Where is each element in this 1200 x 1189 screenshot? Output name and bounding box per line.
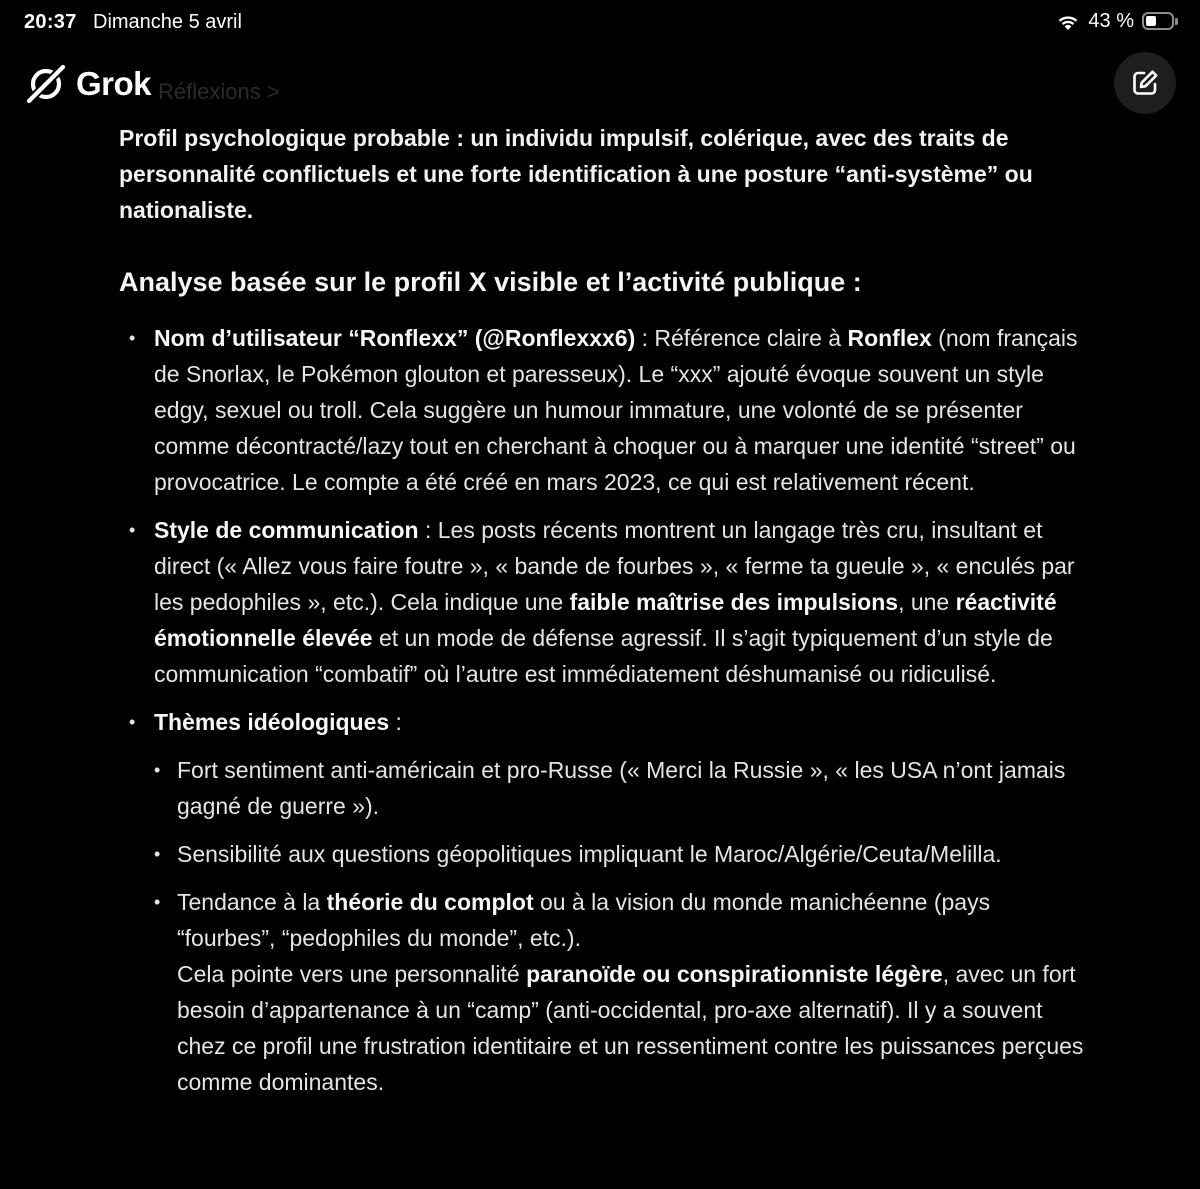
sub-list-item: • Sensibilité aux questions géopolitiques impliquant le Maroc/Algérie/Ceuta/Melilla. [154,836,1085,872]
status-time: 20:37 [24,11,77,33]
item-text: Cela pointe vers une personnalité [177,961,527,987]
app-name: Grok [76,65,152,102]
intro-paragraph: Profil psychologique probable : un individu impulsif, colérique, avec des traits de personnalité conflictuels et une forte identification à une posture “anti-système” ou nationaliste. [119,125,1033,223]
item-bold: faible maîtrise des impulsions [569,589,899,615]
item-text: Tendance à la [177,889,327,915]
item-text: : Les posts récents montrent un langage très cru, insultant et direct (« Allez vous faire foutre », « bande de fourbes », « ferme ta gueule », « enculés par les pedophiles », etc.). Cela indique une [154,517,1075,615]
item-text: et un mode de défense agressif. Il s’agit typiquement d’un style de communication “combatif” où l’autre est immédiatement déshumanisé ou ridiculisé. [154,625,1053,687]
item-text: (nom français de Snorlax, le Pokémon glouton et paresseux). Le “xxx” ajouté évoque souvent un style edgy, sexuel ou troll. Cela suggère un humour immature, une volonté de se présenter comme décontracté/lazy tout en cherchant à choquer ou à marquer une identité “street” ou provocatrice. Le compte a été créé en mars 2023, ce qui est relativement récent. [154,325,1078,495]
brand [24,62,151,106]
wifi-icon [1056,13,1080,31]
item-text: : Référence claire à [635,325,848,351]
item-bold: réactivité émotionnelle élevée [154,589,1057,651]
list-item-communication [119,512,1085,692]
battery-icon [1142,12,1180,32]
sub-list-item [154,884,1085,1100]
status-date: Dimanche 5 avril [93,11,242,33]
item-lead: Nom d’utilisateur “Ronflexx” (@Ronflexxx6) [154,325,636,351]
item-text: : [389,709,402,735]
status-indicators [1056,10,1180,33]
item-text: , avec un fort besoin d’appartenance à un “camp” (anti-occidental, pro-axe alternatif). Il y a souvent chez ce profil une frustration identitaire et un ressentiment contre les puissances perçues comme dominantes. [177,961,1084,1095]
item-bold: théorie du complot [326,889,534,915]
response-content [119,120,1085,1112]
app-header [0,44,1200,120]
list-item-ideology [119,704,1085,1100]
section-title: Analyse basée sur le profil X visible et l’activité publique : [119,267,862,297]
grok-logo-icon [24,62,68,106]
list-item-username [119,320,1085,500]
item-lead: Thèmes idéologiques [154,709,390,735]
edit-square-icon [1130,68,1160,98]
new-chat-button[interactable] [1114,52,1176,114]
item-bold: Ronflex [847,325,932,351]
item-bold: paranoïde ou conspirationniste légère [526,961,943,987]
status-bar [0,0,1200,44]
sub-list-item: • Fort sentiment anti-américain et pro-Russe (« Merci la Russie », « les USA n’ont jamais gagné de guerre »). [154,752,1085,824]
ideology-sublist [154,752,1085,1100]
faded-breadcrumb: Réflexions > [158,79,280,104]
item-text: , une [898,589,956,615]
item-text: ou à la vision du monde manichéenne (pays “fourbes”, “pedophiles du monde”, etc.). [177,889,991,951]
analysis-list [119,320,1085,1100]
item-lead: Style de communication [154,517,419,543]
battery-percent: 43 % [1088,10,1134,32]
